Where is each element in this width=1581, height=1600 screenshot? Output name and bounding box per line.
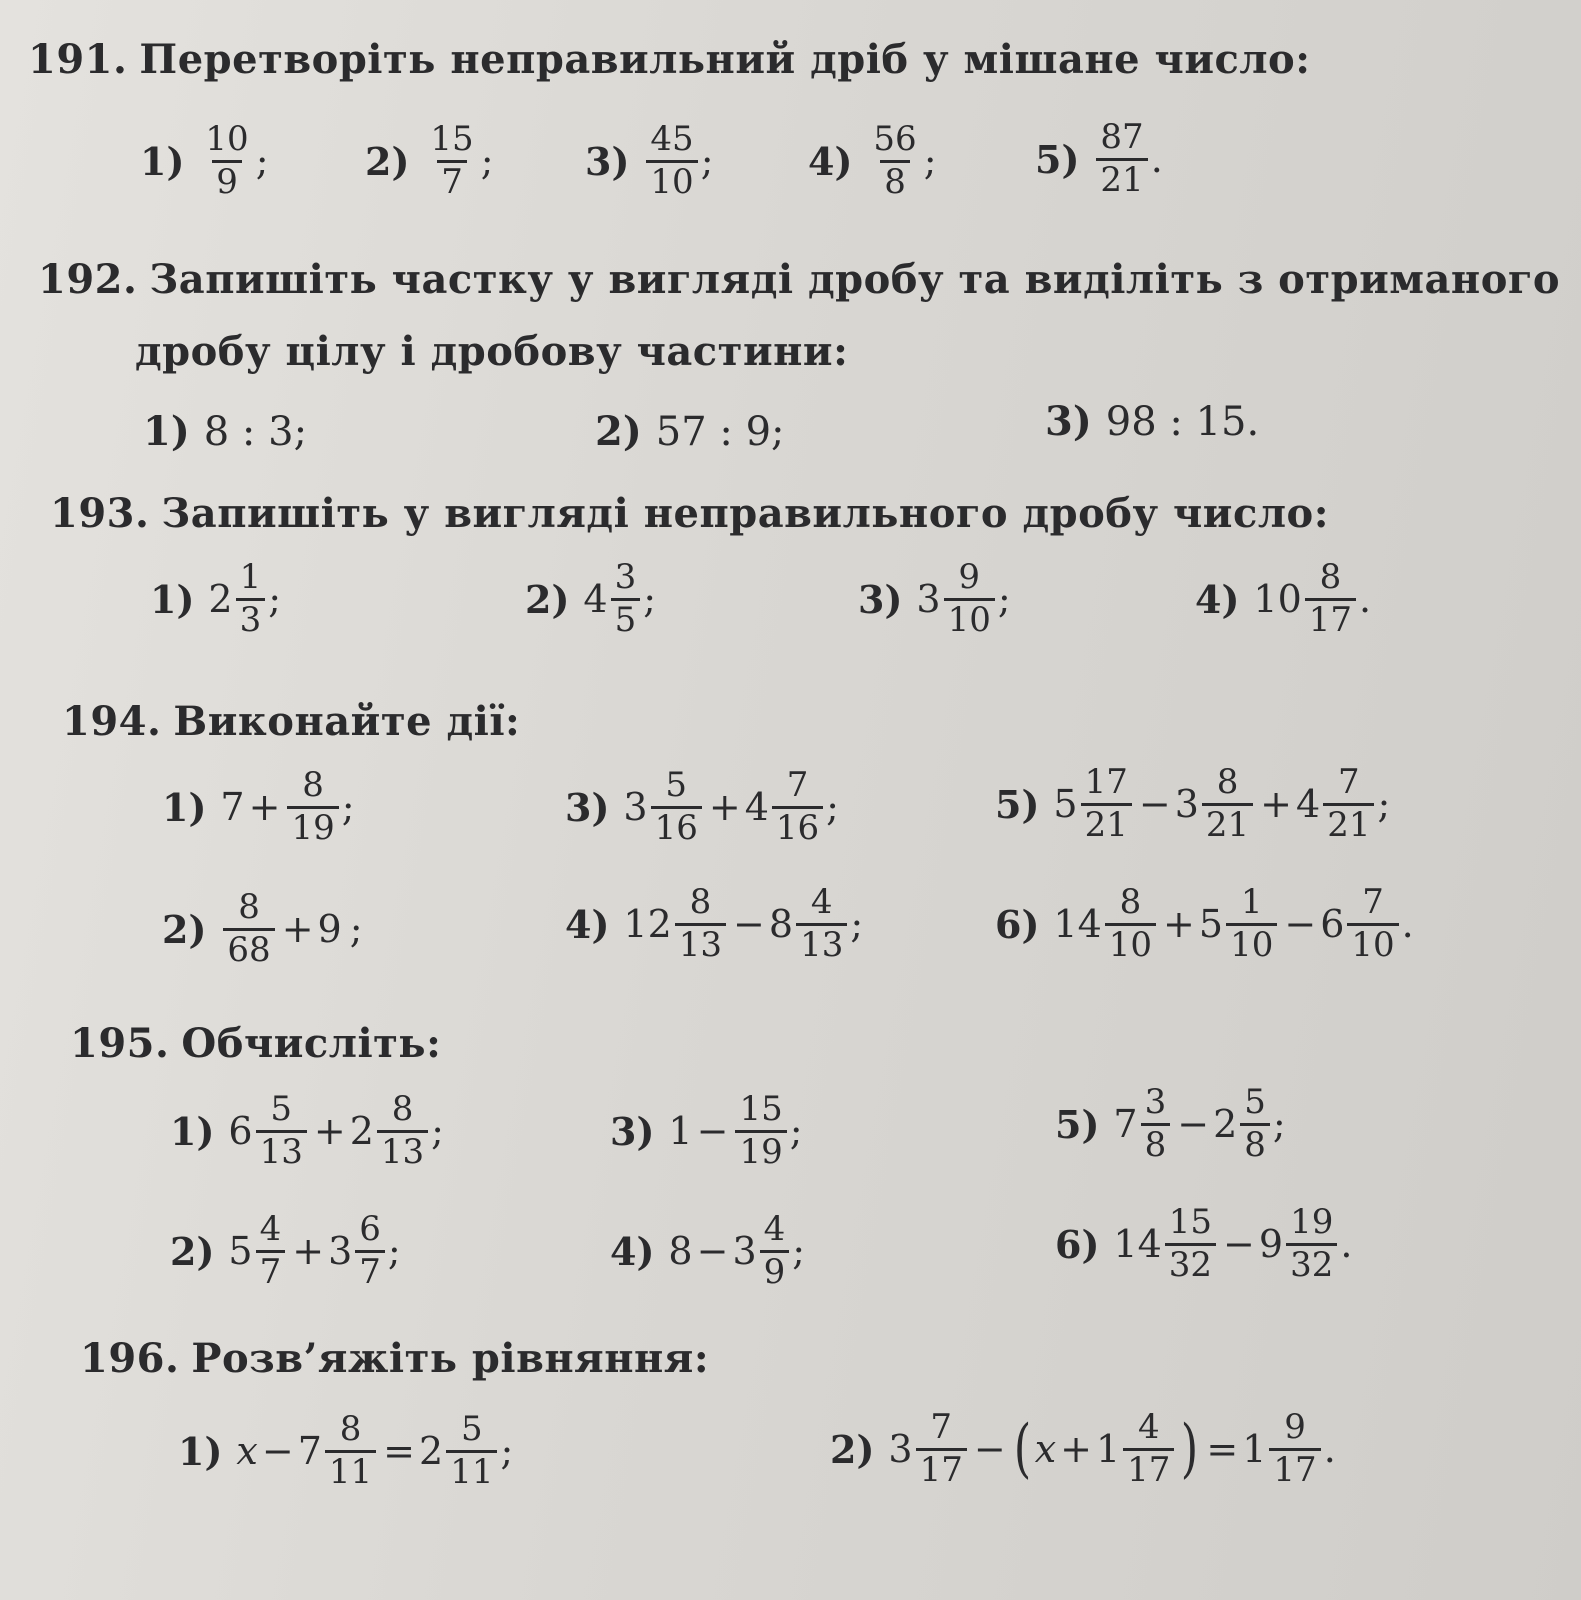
denominator: 13 <box>796 923 847 964</box>
whole-part: 14 <box>1053 902 1102 947</box>
fraction <box>869 119 920 202</box>
denominator: 10 <box>1226 923 1277 964</box>
punct: ; <box>387 1229 401 1274</box>
numerator: 5 <box>1244 1082 1266 1122</box>
task-193-item-4 <box>1195 557 1372 640</box>
fraction <box>1081 762 1132 845</box>
fraction <box>355 1209 385 1292</box>
task-number: 194. <box>62 698 162 745</box>
punct: ; <box>341 785 355 830</box>
item-label: 3) <box>610 1108 655 1154</box>
denominator: 10 <box>646 160 697 201</box>
denominator: 17 <box>1269 1448 1320 1489</box>
task-196-heading <box>80 1335 709 1382</box>
denominator: 16 <box>651 806 702 847</box>
whole-part: 7 <box>1113 1102 1138 1147</box>
expression: 98 : 15. <box>1105 398 1260 445</box>
expression: 57 : 9; <box>655 408 785 455</box>
fraction <box>287 765 338 848</box>
punct: ; <box>255 139 269 184</box>
punct: . <box>1150 137 1163 182</box>
task-195-item-6 <box>1055 1202 1353 1285</box>
whole-part: 5 <box>1053 782 1078 827</box>
operator: + <box>1060 1427 1092 1472</box>
numerator: 87 <box>1100 117 1144 157</box>
whole-part: 2 <box>208 577 233 622</box>
item-label: 1) <box>150 576 195 622</box>
fraction <box>1105 882 1156 965</box>
whole-part: 8 <box>768 902 794 947</box>
operator: + <box>313 1109 346 1154</box>
numerator: 8 <box>1319 557 1342 597</box>
denominator: 19 <box>287 806 338 847</box>
operator: − <box>1223 1222 1255 1267</box>
whole-part: 5 <box>1198 902 1224 947</box>
fraction <box>223 887 274 970</box>
equals-sign: = <box>1206 1427 1239 1472</box>
denominator: 21 <box>1081 803 1132 844</box>
task-194-item-1 <box>162 765 355 848</box>
task-195-item-2 <box>170 1209 401 1292</box>
fraction <box>256 1089 307 1172</box>
fraction <box>916 1407 967 1490</box>
task-196-item-2 <box>830 1407 1336 1490</box>
whole-part: 4 <box>583 577 608 622</box>
whole-part: 4 <box>744 785 769 830</box>
task-number: 195. <box>70 1020 170 1067</box>
term: 9 <box>317 907 342 952</box>
numerator: 1 <box>1240 882 1263 922</box>
numerator: 5 <box>270 1089 293 1129</box>
denominator: 8 <box>1141 1123 1171 1164</box>
numerator: 5 <box>461 1409 483 1449</box>
denominator: 32 <box>1286 1243 1337 1284</box>
operator: + <box>1260 782 1293 827</box>
task-194-item-4 <box>565 882 864 965</box>
fraction <box>1347 882 1398 965</box>
numerator: 7 <box>1362 882 1384 922</box>
item-label: 6) <box>1055 1221 1100 1267</box>
punct: ; <box>826 785 839 830</box>
fraction <box>426 119 477 202</box>
denominator: 11 <box>446 1450 497 1491</box>
numerator: 9 <box>1284 1407 1306 1447</box>
punct: . <box>1359 577 1372 622</box>
denominator: 19 <box>735 1130 786 1171</box>
term: 8 <box>668 1229 693 1274</box>
whole-part: 2 <box>1213 1102 1238 1147</box>
fraction <box>760 1209 790 1292</box>
equals-sign: = <box>383 1429 415 1474</box>
denominator: 7 <box>437 160 467 201</box>
fraction <box>1165 1202 1216 1285</box>
task-text: Обчисліть: <box>181 1020 442 1067</box>
item-label: 1) <box>170 1108 215 1154</box>
punct: ; <box>997 577 1011 622</box>
task-195-item-1 <box>170 1089 444 1172</box>
denominator: 21 <box>1323 803 1374 844</box>
denominator: 13 <box>675 923 726 964</box>
numerator: 8 <box>1216 762 1239 802</box>
numerator: 4 <box>763 1209 786 1249</box>
fraction <box>735 1089 786 1172</box>
whole-part: 6 <box>228 1109 253 1154</box>
numerator: 4 <box>810 882 833 922</box>
fraction <box>256 1209 286 1292</box>
task-196-item-1 <box>178 1409 514 1492</box>
item-label: 2) <box>162 906 207 952</box>
task-text: Розв’яжіть рівняння: <box>191 1335 710 1382</box>
whole-part: 2 <box>419 1429 444 1474</box>
fraction <box>1305 557 1356 640</box>
whole-part: 2 <box>349 1109 374 1154</box>
operator: − <box>1177 1102 1210 1147</box>
denominator: 5 <box>611 598 641 639</box>
whole-part: 4 <box>1296 782 1321 827</box>
fraction <box>1202 762 1253 845</box>
operator: − <box>973 1427 1006 1472</box>
denominator: 32 <box>1165 1243 1216 1284</box>
item-label: 1) <box>178 1428 223 1474</box>
task-number: 193. <box>50 490 150 537</box>
item-label: 4) <box>808 138 853 184</box>
task-194-heading <box>62 698 520 745</box>
punct: . <box>1401 902 1414 947</box>
punct: ; <box>349 907 363 952</box>
task-text: Запишіть у вигляді неправильного дробу число: <box>161 490 1329 537</box>
denominator: 17 <box>916 1448 967 1489</box>
operator: + <box>248 785 281 830</box>
numerator: 7 <box>930 1407 953 1447</box>
whole-part: 1 <box>1242 1427 1267 1472</box>
task-191-item-5 <box>1035 117 1163 200</box>
numerator: 8 <box>238 887 260 927</box>
fraction <box>377 1089 428 1172</box>
numerator: 8 <box>1119 882 1142 922</box>
denominator: 7 <box>256 1250 286 1291</box>
task-192-heading-cont: дробу цілу і дробову частини: <box>135 328 849 375</box>
task-193-item-3 <box>858 557 1011 640</box>
task-192-heading <box>38 256 1560 303</box>
task-193-item-1 <box>150 557 282 640</box>
task-193-item-2 <box>525 557 657 640</box>
numerator: 8 <box>339 1409 362 1449</box>
fraction <box>675 882 726 965</box>
numerator: 15 <box>430 119 474 159</box>
operator: + <box>1163 902 1195 947</box>
whole-part: 3 <box>1174 782 1199 827</box>
operator: − <box>733 902 765 947</box>
task-193-heading <box>50 490 1329 537</box>
numerator: 6 <box>359 1209 381 1249</box>
punct: ; <box>789 1109 803 1154</box>
numerator: 15 <box>739 1089 783 1129</box>
whole-part: 9 <box>1258 1222 1284 1267</box>
denominator: 17 <box>1123 1448 1174 1489</box>
task-195-item-3 <box>610 1089 803 1172</box>
operator: + <box>292 1229 325 1274</box>
numerator: 5 <box>665 765 688 805</box>
operator: − <box>696 1109 729 1154</box>
operator: − <box>696 1229 729 1274</box>
denominator: 17 <box>1305 598 1356 639</box>
denominator: 8 <box>880 160 910 201</box>
fraction <box>646 119 697 202</box>
punct: ; <box>850 902 864 947</box>
numerator: 3 <box>614 557 637 597</box>
punct: . <box>1323 1427 1336 1472</box>
task-text: Виконайте дії: <box>173 698 521 745</box>
fraction <box>201 119 252 202</box>
task-194-item-2 <box>162 887 363 970</box>
punct: ; <box>700 139 714 184</box>
task-text: Запишіть частку у вигляді дробу та виділіть з отриманого <box>149 256 1561 303</box>
punct: ; <box>643 577 657 622</box>
whole-part: 3 <box>732 1229 757 1274</box>
numerator: 1 <box>239 557 262 597</box>
task-195-heading <box>70 1020 441 1067</box>
fraction <box>944 557 995 640</box>
fraction <box>325 1409 376 1492</box>
item-label: 1) <box>143 408 190 455</box>
fraction <box>796 882 847 965</box>
task-192-item-3 <box>1045 398 1259 445</box>
numerator: 9 <box>958 557 981 597</box>
task-number: 191. <box>28 36 128 83</box>
item-label: 6) <box>995 901 1040 947</box>
variable-x: x <box>236 1429 258 1474</box>
whole-part: 5 <box>228 1229 253 1274</box>
numerator: 8 <box>391 1089 414 1129</box>
numerator: 4 <box>259 1209 282 1249</box>
punct: ; <box>1272 1102 1286 1147</box>
expression: 8 : 3; <box>203 408 308 455</box>
denominator: 13 <box>377 1130 428 1171</box>
fraction <box>651 765 702 848</box>
whole-part: 10 <box>1253 577 1302 622</box>
item-label: 2) <box>365 138 410 184</box>
numerator: 15 <box>1168 1202 1213 1242</box>
term: 1 <box>668 1109 693 1154</box>
punct: ; <box>268 577 282 622</box>
operator: − <box>261 1429 294 1474</box>
task-194-item-6 <box>995 882 1414 965</box>
item-label: 5) <box>1035 136 1080 182</box>
fraction <box>1240 1082 1270 1165</box>
numerator: 10 <box>205 119 249 159</box>
punct: . <box>1340 1222 1353 1267</box>
fraction <box>1286 1202 1337 1285</box>
denominator: 9 <box>212 160 242 201</box>
whole-part: 3 <box>328 1229 353 1274</box>
fraction <box>1226 882 1277 965</box>
task-191-heading <box>28 36 1311 83</box>
fraction <box>1269 1407 1320 1490</box>
denominator: 68 <box>223 928 274 969</box>
whole-part: 7 <box>297 1429 322 1474</box>
numerator: 17 <box>1084 762 1128 802</box>
whole-part: 14 <box>1113 1222 1162 1267</box>
punct: ; <box>1377 782 1391 827</box>
whole-part: 3 <box>623 785 648 830</box>
term: 7 <box>220 785 245 830</box>
numerator: 7 <box>1338 762 1360 802</box>
fraction <box>236 557 266 640</box>
whole-part: 1 <box>1095 1427 1121 1472</box>
punct: ; <box>480 139 494 184</box>
numerator: 7 <box>786 765 809 805</box>
denominator: 21 <box>1096 158 1147 199</box>
denominator: 13 <box>256 1130 307 1171</box>
item-label: 3) <box>1045 398 1092 445</box>
denominator: 11 <box>325 1450 376 1491</box>
fraction <box>446 1409 497 1492</box>
task-192-item-1 <box>143 408 307 455</box>
task-191-item-2 <box>365 119 494 202</box>
whole-part: 6 <box>1320 902 1345 947</box>
numerator: 4 <box>1137 1407 1160 1447</box>
item-label: 1) <box>162 784 207 830</box>
fraction <box>611 557 641 640</box>
denominator: 7 <box>355 1250 385 1291</box>
operator: + <box>708 785 741 830</box>
task-194-item-5 <box>995 762 1391 845</box>
denominator: 3 <box>236 598 266 639</box>
denominator: 10 <box>1105 923 1156 964</box>
task-number: 192. <box>38 256 138 303</box>
numerator: 56 <box>873 119 917 159</box>
whole-part: 3 <box>888 1427 913 1472</box>
item-label: 4) <box>1195 576 1240 622</box>
item-label: 3) <box>585 138 630 184</box>
punct: ; <box>792 1229 806 1274</box>
task-text: Перетворіть неправильний дріб у мішане число: <box>139 36 1311 83</box>
denominator: 21 <box>1202 803 1253 844</box>
whole-part: 12 <box>623 902 672 947</box>
task-number: 196. <box>80 1335 180 1382</box>
denominator: 10 <box>944 598 995 639</box>
item-label: 5) <box>995 781 1040 827</box>
punct: ; <box>923 139 937 184</box>
punct: ; <box>431 1109 444 1154</box>
task-191-item-4 <box>808 119 937 202</box>
item-label: 2) <box>170 1228 215 1274</box>
item-label: 2) <box>830 1426 875 1472</box>
fraction <box>1096 117 1147 200</box>
operator: − <box>1138 782 1171 827</box>
numerator: 8 <box>689 882 712 922</box>
item-label: 4) <box>610 1228 655 1274</box>
item-label: 4) <box>565 901 610 947</box>
item-label: 5) <box>1055 1101 1100 1147</box>
task-195-item-4 <box>610 1209 806 1292</box>
whole-part: 3 <box>916 577 941 622</box>
item-label: 3) <box>858 576 903 622</box>
item-label: 2) <box>595 408 642 455</box>
variable-x: x <box>1034 1427 1057 1472</box>
task-191-item-3 <box>585 119 714 202</box>
punct: ; <box>500 1429 514 1474</box>
fraction <box>772 765 823 848</box>
right-paren: ) <box>1181 1412 1199 1487</box>
task-191-item-1 <box>140 119 269 202</box>
fraction <box>1141 1082 1171 1165</box>
item-label: 1) <box>140 138 185 184</box>
denominator: 10 <box>1347 923 1398 964</box>
task-195-item-5 <box>1055 1082 1286 1165</box>
numerator: 8 <box>302 765 324 805</box>
denominator: 16 <box>772 806 823 847</box>
fraction <box>1323 762 1374 845</box>
task-194-item-3 <box>565 765 839 848</box>
left-paren: ( <box>1013 1412 1031 1487</box>
denominator: 9 <box>760 1250 790 1291</box>
item-label: 3) <box>565 784 610 830</box>
numerator: 45 <box>650 119 694 159</box>
denominator: 8 <box>1240 1123 1270 1164</box>
numerator: 3 <box>1144 1082 1167 1122</box>
numerator: 19 <box>1290 1202 1334 1242</box>
operator: + <box>281 907 314 952</box>
operator: − <box>1284 902 1317 947</box>
fraction <box>1123 1407 1174 1490</box>
item-label: 2) <box>525 576 570 622</box>
task-192-item-2 <box>595 408 785 455</box>
